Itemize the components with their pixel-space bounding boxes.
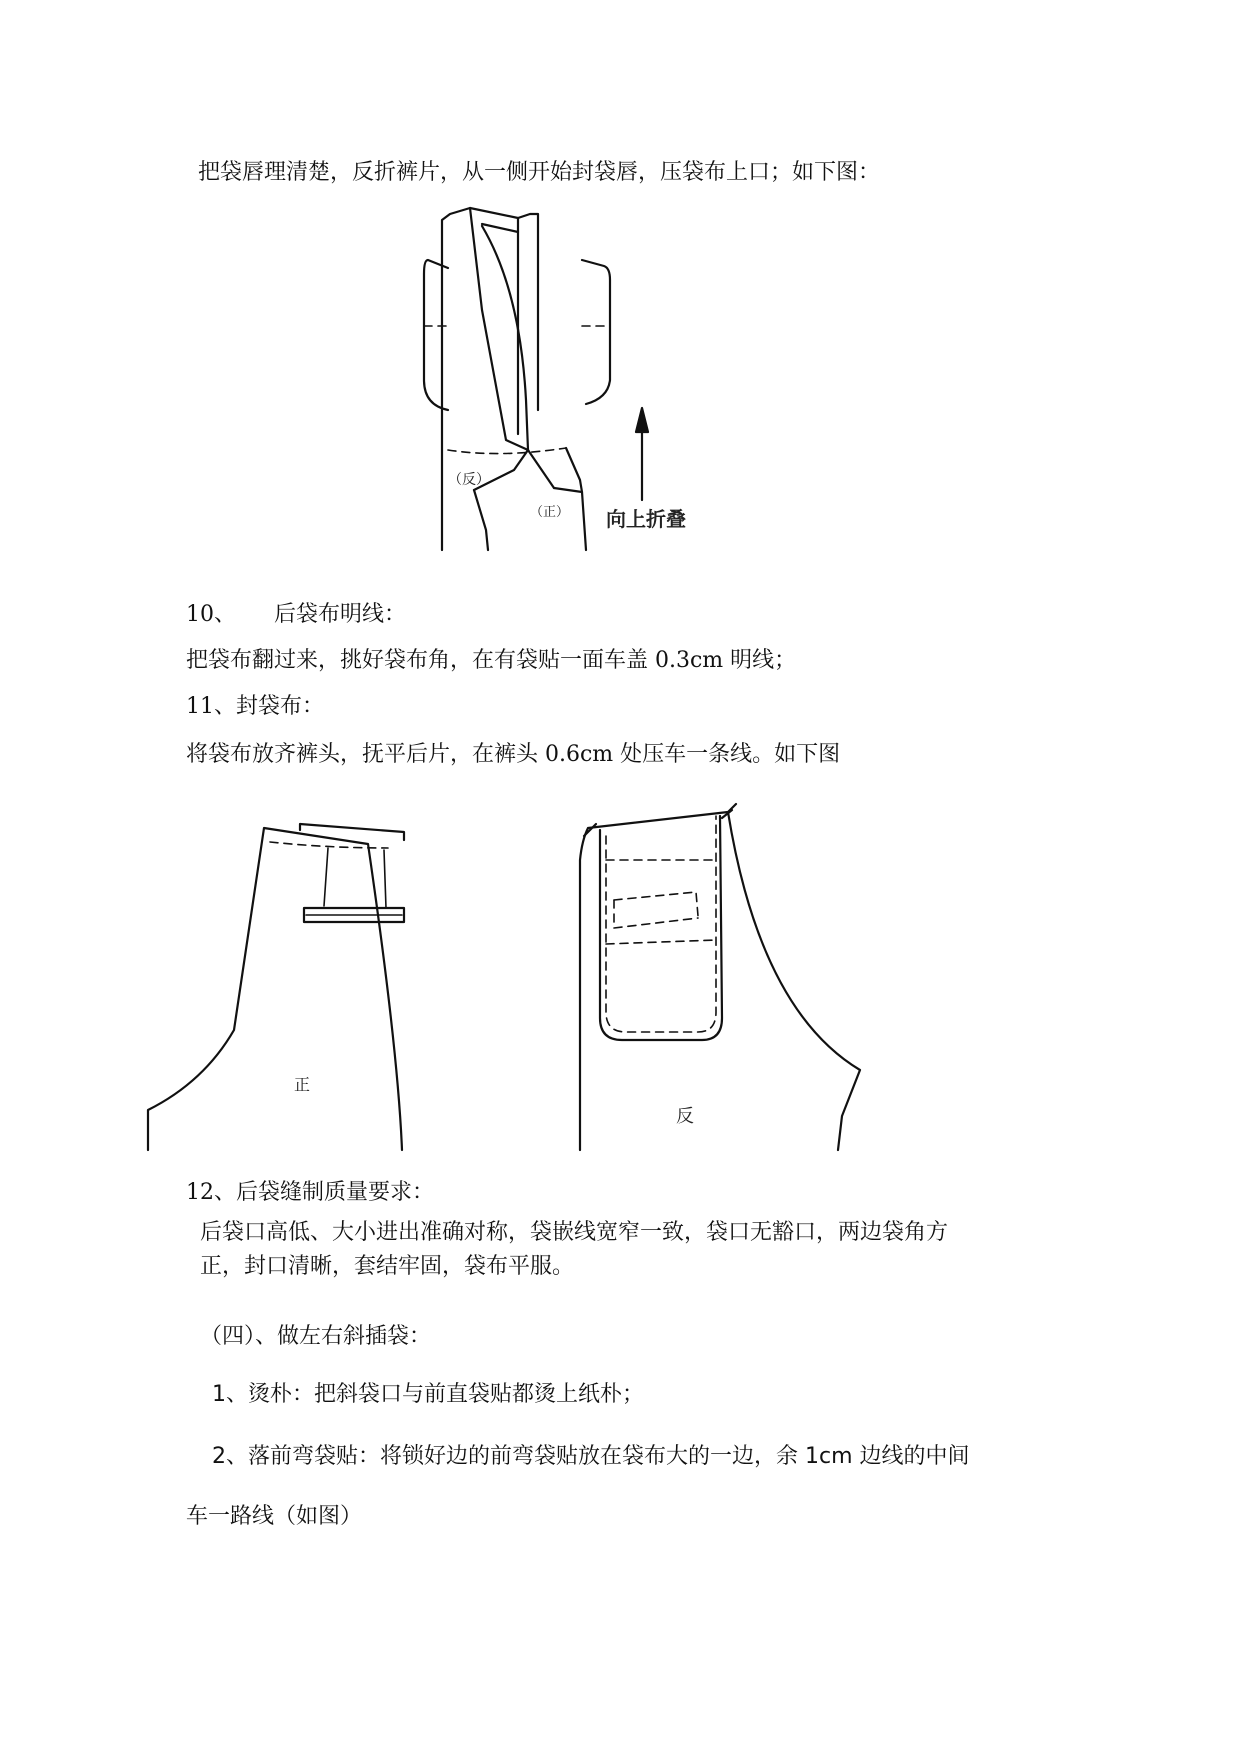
section4-step1: 1、烫朴：把斜袋口与前直袋贴都烫上纸朴； — [212, 1382, 644, 1407]
intro-text: 把袋唇理清楚，反折裤片，从一侧开始封袋唇，压袋布上口；如下图： — [198, 160, 881, 185]
back-side-label: 反 — [676, 1106, 694, 1127]
back-side-label: （反） — [448, 472, 490, 488]
step10-number: 10、 — [186, 602, 236, 627]
step10-text: 把袋布翻过来，挑好袋布角，在有袋贴一面车盖 0.3cm 明线； — [186, 648, 797, 673]
step11-title: 11、封袋布： — [186, 694, 324, 719]
fold-pocket-figure — [410, 200, 730, 550]
step12-line2: 正，封口清晰，套结牢固，袋布平服。 — [200, 1254, 575, 1279]
front-side-label: （正） — [530, 505, 570, 520]
section4-step2-line1: 2、落前弯袋贴：将锁好边的前弯袋贴放在袋布大的一边，余 1cm 边线的中间 — [212, 1444, 970, 1469]
section4-step2-line2: 车一路线（如图） — [186, 1504, 363, 1529]
step10-title: 后袋布明线： — [274, 602, 407, 627]
back-panel-front-figure — [148, 820, 438, 1150]
section4-title: （四）、做左右斜插袋： — [200, 1324, 432, 1349]
step12-title: 12、后袋缝制质量要求： — [186, 1180, 434, 1205]
back-panel-back-figure — [570, 800, 870, 1150]
front-side-label: 正 — [294, 1075, 311, 1094]
fold-up-label: 向上折叠 — [606, 507, 686, 531]
step12-line1: 后袋口高低、大小进出准确对称，袋嵌线宽窄一致，袋口无豁口，两边袋角方 — [200, 1220, 949, 1245]
step11-text: 将袋布放齐裤头，抚平后片，在裤头 0.6cm 处压车一条线。如下图 — [186, 742, 841, 767]
